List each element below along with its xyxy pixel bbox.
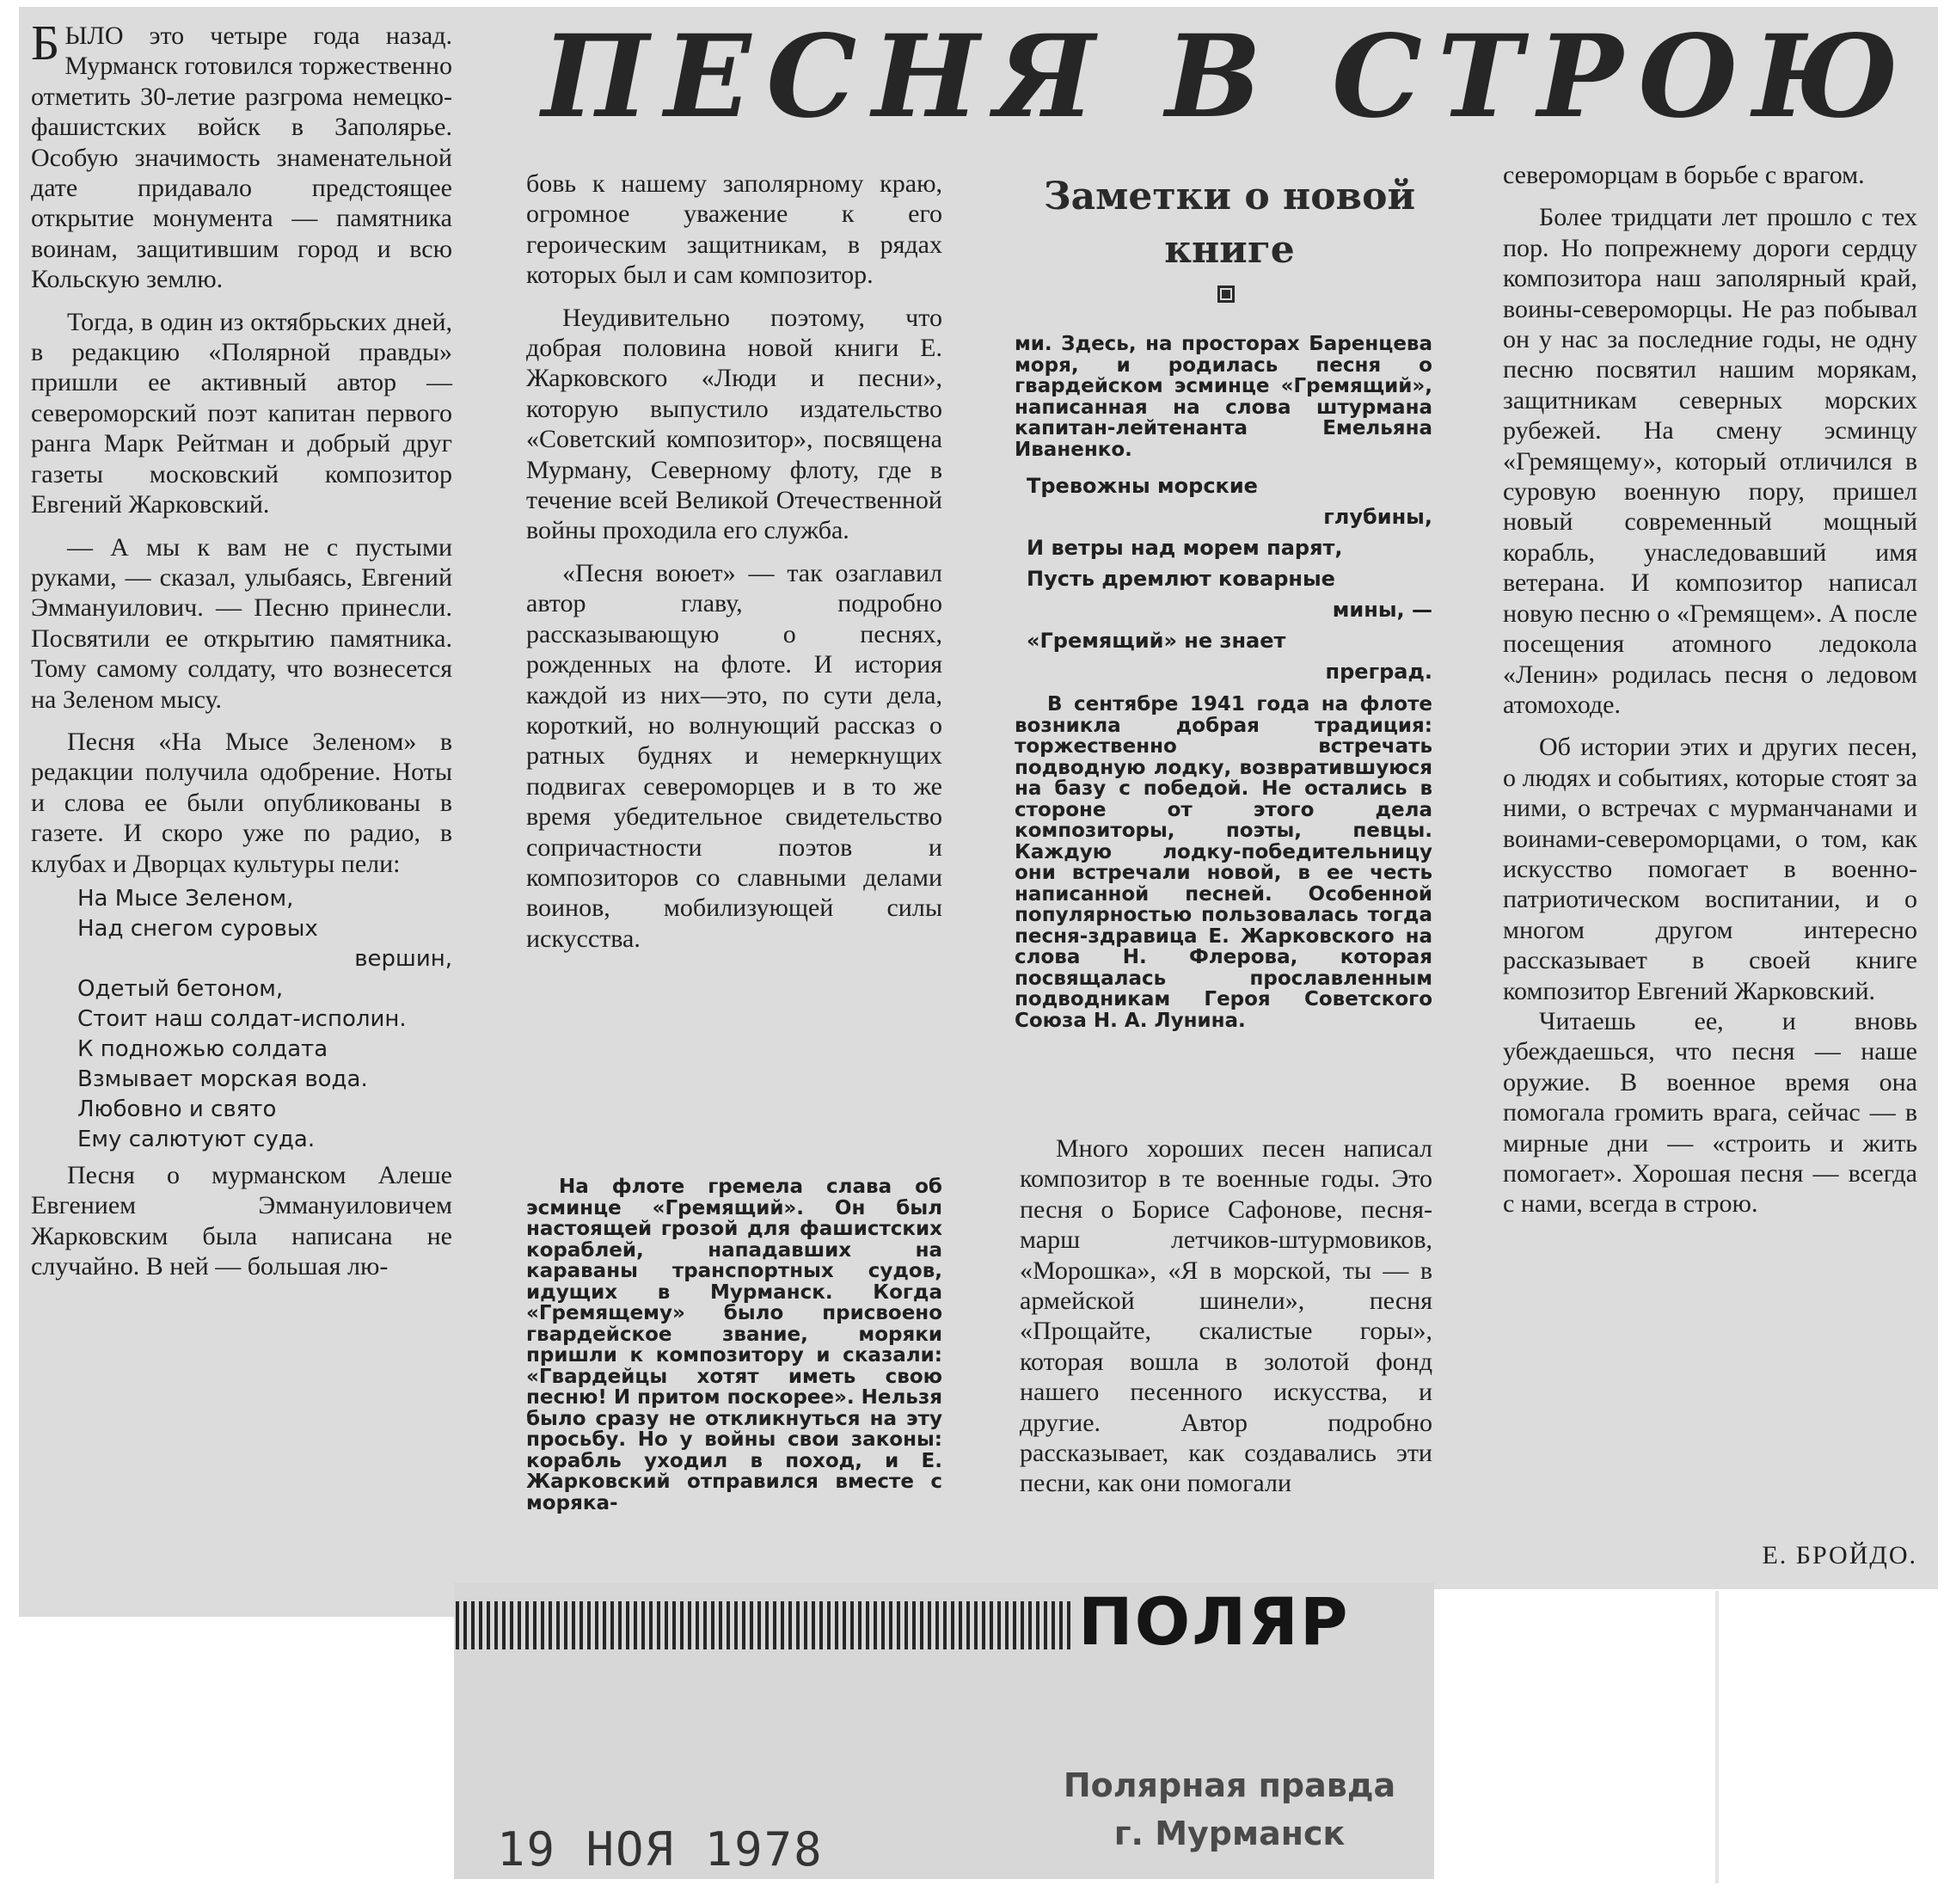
paragraph: Песня о мурманском Алеше Евгением Эммануиловичем Жарковским была написана не случайно. В ней — большая лю-	[31, 1160, 452, 1281]
paragraph: Читаешь ее, и вновь убеждаешься, что песня — наше оружие. В военное время она помогала громить врага, сейчас — в мирные дни — «строить и жить помогает». Хорошая песня — всегда с нами, всегда в строю.	[1503, 1006, 1917, 1219]
verse-line: «Гремящий» не знает	[1027, 629, 1286, 653]
paragraph: Много хороших песен написал композитор в те военные годы. Это песня о Борисе Сафонове, песня-марш летчиков-штурмовиков, «Морошка», «Я в морской, ты — в армейской шинели», песня «Прощайте, скалистые горы», которая вошла в золотой фонд нашего песенного искусства, и другие. Автор подробно рассказывает, как создавались эти песни, как они помогали	[1020, 1134, 1432, 1498]
masthead-title-fragment: ПОЛЯР	[1078, 1588, 1350, 1656]
paragraph: бовь к нашему заполярному краю, огромное уважение к его героическим защитникам, в рядах которых был и сам композитор.	[526, 169, 942, 290]
verse-line: Любовно и свято	[77, 1096, 277, 1122]
dropcap: Б	[31, 15, 60, 71]
article-column-3	[1015, 334, 1432, 1031]
verse-line: Пусть дремлют коварные	[1027, 567, 1335, 591]
verse-line: Тревожны морские	[1027, 474, 1258, 498]
verse-line: преград.	[1325, 660, 1432, 684]
verse-line: глубины,	[1323, 505, 1432, 529]
paragraph: Об истории этих и других песен, о людях и событиях, которые стоят за ними, о встречах с мурманчанами и воинами-североморцами, о том, как искусство помогает в военно-патриотическом воспитании, и о многом другом интересно рассказывает в своей книге композитор Евгений Жарковский.	[1503, 733, 1917, 1005]
article-subheadline: Заметки о новой книге	[1043, 175, 1416, 272]
stamp-newspaper-name: Полярная правда	[1063, 1766, 1396, 1804]
verse-line: вершин,	[354, 945, 452, 972]
verse-line: мины, —	[1332, 598, 1432, 622]
paragraph: — А мы к вам не с пустыми руками, — сказал, улыбаясь, Евгений Эммануилович. — Песню принесли. Посвятили ее открытию памятника. Тому самому солдату, что вознесется на Зеленом мысу.	[31, 532, 452, 714]
stamp-city: г. Мурманск	[1113, 1815, 1346, 1852]
verse-line: Взмывает морская вода.	[77, 1066, 368, 1092]
article-headline: ПЕСНЯ В СТРОЮ	[542, 10, 1915, 144]
paragraph: североморцам в борьбе с врагом.	[1503, 161, 1865, 189]
poem-verse	[1027, 470, 1432, 687]
paragraph: Песня «На Мысе Зеленом» в редакции получила одобрение. Ноты и слова ее были опубликованы в газете. И скоро уже по радио, в клубах и Дворцах культуры пели:	[31, 727, 452, 878]
verse-line: Ему салютуют суда.	[77, 1126, 316, 1152]
poem-verse	[77, 884, 452, 1155]
verse-line: К подножью солдата	[77, 1035, 328, 1062]
verse-line: Стоит наш солдат-исполин.	[77, 1005, 407, 1032]
paragraph: В сентябре 1941 года на флоте возникла добрая традиция: торжественно встречать подводную лодку, возвратившуюся на базу с победой. Не остались в стороне от этого дела композиторы, поэты, певцы. Каждую лодку-победительницу они встречали новой, в ее честь написанной песней. Особенной популярностью пользовалась тогда песня-здравица Е. Жарковского на слова Н. Флерова, которая посвящалась прославленным подводникам Героя Советского Союза Н. А. Лунина.	[1015, 693, 1432, 1032]
article-column-3-continued	[1020, 1133, 1432, 1499]
paragraph: «Песня воюет» — так озаглавил автор главу, подробно рассказывающую о песнях, рожденных на флоте. И история каждой из них—это, по сути дела, короткий, но волнующий рассказ о ратных буднях и немеркнущих подвигах североморцев и в то же время убедительное свидетельство сопричастности поэтов и композиторов со славными делами воинов, мобилизующей силы искусства.	[526, 558, 942, 953]
date-stamp: 19 НОЯ 1978	[497, 1822, 824, 1876]
author-signature: Е. БРОЙДО.	[1762, 1541, 1917, 1569]
masthead-decoration	[456, 1601, 1075, 1649]
verse-line: На Мысе Зеленом,	[77, 885, 294, 912]
fold-line	[1715, 1591, 1719, 1883]
verse-line: Одетый бетоном,	[77, 975, 284, 1002]
verse-line: Над снегом суровых	[77, 915, 318, 942]
article-column-4	[1503, 160, 1917, 1219]
article-column-1	[31, 15, 452, 1282]
section-marker-icon	[1217, 286, 1235, 303]
paragraph: ми. Здесь, на просторах Баренцева моря, и родилась песня о гвардейском эсминце «Гремящий», написанная на слова штурмана капитан-лейтенанта Емельяна Иваненко.	[1015, 333, 1432, 461]
paragraph: Тогда, в один из октябрьских дней, в редакцию «Полярной правды» пришли ее активный автор — североморский поэт капитан первого ранга Марк Рейтман и добрый друг газеты московский композитор Евгений Жарковский.	[31, 307, 452, 519]
paragraph: Более тридцати лет прошло с тех пор. Но попрежнему дороги сердцу композитора наш заполярный край, воины-североморцы. Не раз побывал он у нас за последние годы, не одну песню посвятил нашим морякам, защитникам северных морских рубежей. На смену эсминцу «Гремящему», который отличился в суровую военную пору, пришел новый современный мощный корабль, унаследовавший имя ветерана. И композитор написал новую песню о «Гремящем». А после посещения атомного ледокола «Ленин» родилась песня о ледовом атомоходе.	[1503, 203, 1917, 719]
paragraph: На флоте гремела слава об эсминце «Гремящий». Он был настоящей грозой для фашистских кораблей, нападавших на караваны транспортных судов, идущих в Мурманск. Когда «Гремящему» было присвоено гвардейское звание, моряки пришли к композитору и сказали: «Гвардейцы хотят иметь свою песню! И притом поскорее». Нельзя было сразу не откликнуться на эту просьбу. Но у войны свои законы: корабль уходил в поход, и Е. Жарковский отправился вместе с моряка-	[526, 1176, 942, 1514]
article-column-2-bold	[526, 1176, 942, 1514]
article-column-2	[526, 169, 942, 954]
paragraph: ЫЛО это четыре года назад. Мурманск готовился торжественно отметить 30-летие разгрома немецко-фашистских войск в Заполярье. Особую значимость знаменательной дате придавало предстоящее открытие монумента — памятника воинам, защитившим город и всю Кольскую землю.	[31, 21, 452, 294]
verse-line: И ветры над морем парят,	[1027, 536, 1343, 560]
paragraph: Неудивительно поэтому, что добрая половина новой книги Е. Жарковского «Люди и песни», которую выпустило издательство «Советский композитор», посвящена Мурману, Северному флоту, где в течение всей Великой Отечественной войны проходила его служба.	[526, 303, 942, 545]
newspaper-stamp	[1032, 1761, 1427, 1858]
clipping-edge	[19, 1582, 454, 1617]
